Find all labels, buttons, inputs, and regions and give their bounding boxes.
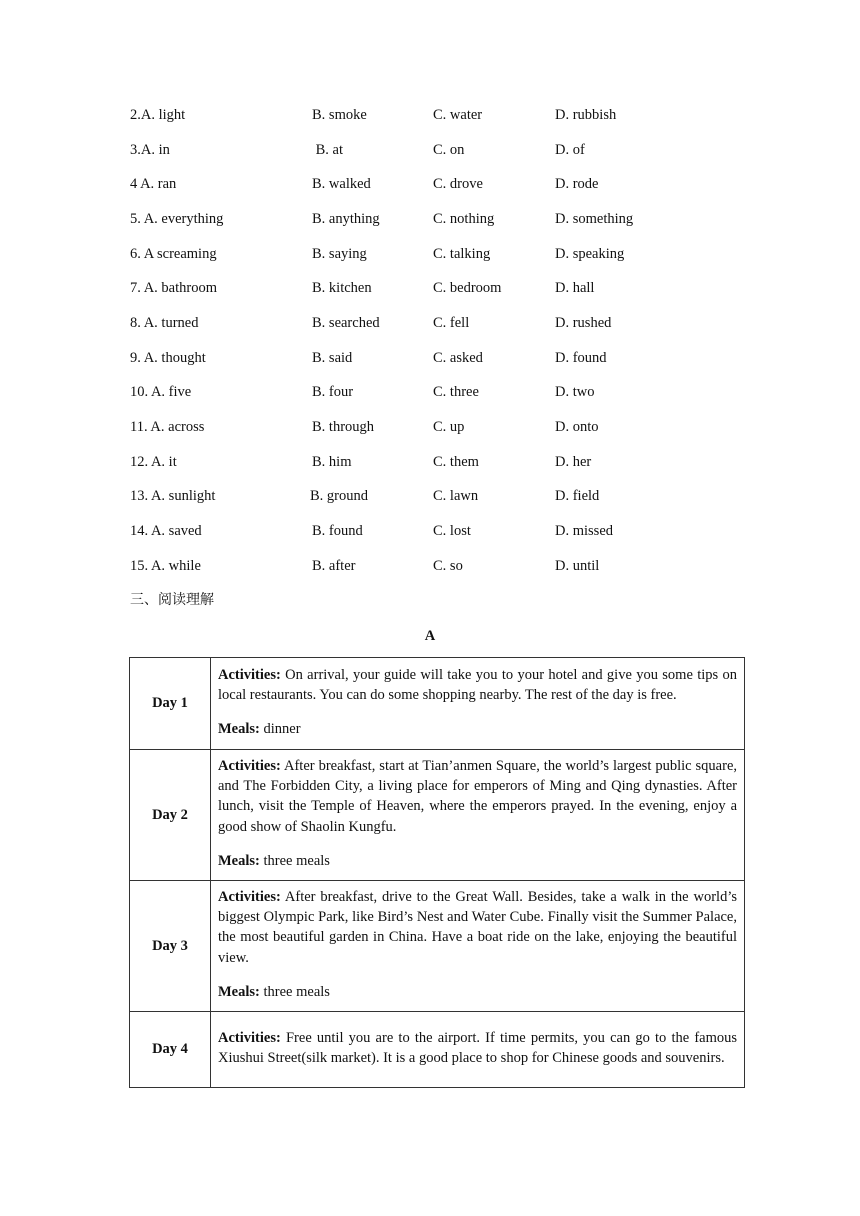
option-b: B. walked (312, 176, 371, 192)
option-c: C. asked (433, 350, 483, 366)
option-a: 2.A. light (130, 107, 186, 123)
option-a: 4 A. ran (130, 176, 177, 192)
option-b: B. found (312, 523, 363, 539)
option-d: D. missed (555, 523, 613, 539)
day-details (211, 658, 745, 750)
option-a: 9. A. thought (130, 350, 206, 366)
option-b: B. anything (312, 211, 380, 227)
option-c: C. fell (433, 315, 470, 331)
option-a: 3.A. in (130, 142, 170, 158)
question-row (0, 348, 860, 368)
question-row (0, 278, 860, 298)
meals-value: three meals (263, 852, 330, 869)
option-b: B. smoke (312, 107, 367, 123)
question-row (0, 556, 860, 576)
option-d: D. field (555, 488, 600, 504)
meals-text (218, 982, 737, 1002)
option-d: D. of (555, 142, 585, 158)
option-b: B. through (312, 419, 375, 435)
option-a: 14. A. saved (130, 523, 202, 539)
option-d: D. rushed (555, 315, 612, 331)
option-a: 6. A screaming (130, 246, 217, 262)
question-row (0, 382, 860, 402)
option-a: 15. A. while (130, 558, 201, 574)
option-b: B. searched (312, 315, 380, 331)
option-d: D. speaking (555, 246, 625, 262)
activities-text (218, 1028, 737, 1069)
day-details (211, 750, 745, 881)
meals-text (218, 851, 737, 871)
activities-text (218, 665, 737, 706)
option-c: C. three (433, 384, 479, 400)
option-b: B. said (312, 350, 353, 366)
meals-label: Meals: (218, 721, 260, 738)
activities-value: After breakfast, drive to the Great Wall. Besides, take a walk in the world’s biggest Olympic Park, like Bird’s Nest and Water Cube. Finally visit the Summer Palace, the most beautiful garden in China. Have a boat ride on the lake, enjoying the beautiful view. (218, 888, 737, 966)
option-c: C. water (433, 107, 483, 123)
option-d: D. found (555, 350, 607, 366)
activities-label: Activities: (218, 757, 281, 774)
option-d: D. hall (555, 280, 595, 296)
option-d: D. rode (555, 176, 599, 192)
table-row (130, 881, 745, 1012)
activities-value: Free until you are to the airport. If time permits, you can go to the famous Xiushui Street(silk market). It is a good place to shop for Chinese goods and souvenirs. (218, 1029, 738, 1066)
activities-label: Activities: (218, 1029, 281, 1046)
question-row (0, 105, 860, 125)
meals-value: dinner (263, 721, 301, 738)
option-a: 12. A. it (130, 454, 177, 470)
option-b: B. ground (310, 488, 368, 504)
activities-label: Activities: (218, 888, 281, 905)
day-label: Day 4 (130, 1012, 211, 1088)
option-b: B. after (312, 558, 356, 574)
option-a: 5. A. everything (130, 211, 224, 227)
day-label: Day 2 (130, 750, 211, 881)
option-a: 10. A. five (130, 384, 192, 400)
option-a: 7. A. bathroom (130, 280, 217, 296)
option-b: B. four (312, 384, 354, 400)
question-row (0, 486, 860, 506)
question-row (0, 140, 860, 160)
question-row (0, 313, 860, 333)
day-details (211, 1012, 745, 1088)
option-c: C. lawn (433, 488, 479, 504)
day-label: Day 1 (130, 658, 211, 750)
meals-label: Meals: (218, 983, 260, 1000)
activities-value: After breakfast, start at Tian’anmen Square, the world’s largest public square, and The Forbidden City, a living place for emperors of Ming and Qing dynasties. After lunch, visit the Temple of Heaven, where the emperors prayed. In the evening, enjoy a good show of Shaolin Kungfu. (218, 757, 738, 835)
meals-label: Meals: (218, 852, 260, 869)
activities-text (218, 756, 737, 837)
option-c: C. on (433, 142, 465, 158)
section-title: 三、阅读理解 (130, 592, 214, 608)
activities-label: Activities: (218, 666, 281, 683)
option-c: C. so (433, 558, 463, 574)
option-c: C. talking (433, 246, 491, 262)
activities-text (218, 887, 737, 968)
option-c: C. nothing (433, 211, 495, 227)
option-c: C. drove (433, 176, 483, 192)
question-row (0, 521, 860, 541)
question-row (0, 174, 860, 194)
itinerary-table (129, 657, 745, 1088)
meals-value: three meals (263, 983, 330, 1000)
option-a: 13. A. sunlight (130, 488, 216, 504)
table-row (130, 1012, 745, 1088)
table-row (130, 750, 745, 881)
passage-label: A (424, 628, 436, 644)
question-row (0, 452, 860, 472)
question-row (0, 417, 860, 437)
question-row (0, 209, 860, 229)
option-d: D. something (555, 211, 634, 227)
question-row (0, 244, 860, 264)
option-d: D. until (555, 558, 600, 574)
day-details (211, 881, 745, 1012)
option-c: C. lost (433, 523, 471, 539)
option-d: D. two (555, 384, 595, 400)
option-a: 8. A. turned (130, 315, 199, 331)
option-b: B. him (312, 454, 352, 470)
table-row (130, 658, 745, 750)
option-c: C. them (433, 454, 479, 470)
day-label: Day 3 (130, 881, 211, 1012)
option-b: B. saying (312, 246, 367, 262)
option-c: C. up (433, 419, 465, 435)
option-d: D. onto (555, 419, 599, 435)
option-a: 11. A. across (130, 419, 205, 435)
meals-text (218, 719, 737, 739)
option-b: B. kitchen (312, 280, 372, 296)
option-d: D. her (555, 454, 592, 470)
option-d: D. rubbish (555, 107, 617, 123)
option-c: C. bedroom (433, 280, 502, 296)
option-b: B. at (312, 142, 344, 158)
activities-value: On arrival, your guide will take you to your hotel and give you some tips on local restaurants. You can do some shopping nearby. The rest of the day is free. (218, 666, 737, 703)
